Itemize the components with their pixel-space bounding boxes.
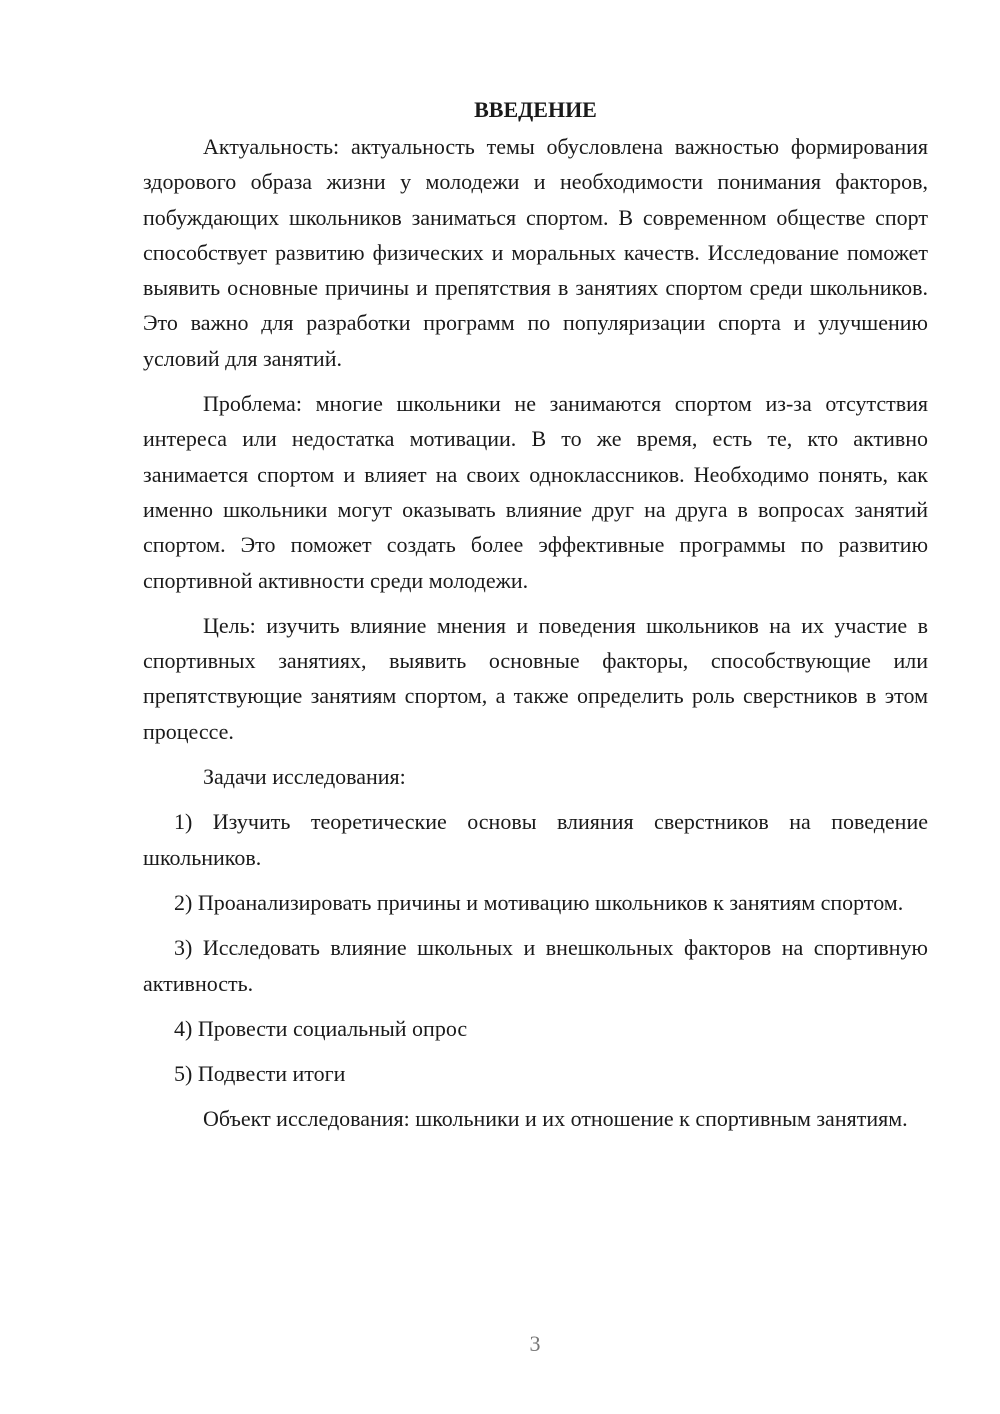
problem-paragraph: Проблема: многие школьники не занимаются спортом из-за отсутствия интереса или недостатка мотивации. В то же время, есть те, кто активно занимается спортом и влияет на своих одноклассников. Необходимо понять, как именно школьники могут оказывать влияние друг на друга в вопросах занятий спортом. Это поможет создать более эффективные программы по развитию спортивной активности среди молодежи. bbox=[143, 391, 928, 593]
object-paragraph: Объект исследования: школьники и их отношение к спортивным занятиям. bbox=[203, 1106, 908, 1132]
page-number: 3 bbox=[529, 1331, 541, 1356]
relevance-paragraph: Актуальность: актуальность темы обусловлена важностью формирования здорового образа жизни у молодежи и необходимости понимания факторов, побуждающих школьников заниматься спортом. В современном обществе спорт способствует развитию физических и моральных качеств. Исследование поможет выявить основные причины и препятствия в занятиях спортом среди школьников. Это важно для разработки программ по популяризации спорта и улучшению условий для занятий. bbox=[143, 134, 928, 371]
document-page bbox=[143, 92, 928, 1147]
goal-paragraph: Цель: изучить влияние мнения и поведения школьников на их участие в спортивных занятиях, выявить основные факторы, способствующие или препятствующие занятиям спортом, а также определить роль сверстников в этом процессе. bbox=[143, 612, 928, 744]
page-title: ВВЕДЕНИЕ bbox=[474, 97, 597, 122]
task-item-1: 1) Изучить теоретические основы влияния сверстников на поведение школьников. bbox=[143, 809, 928, 870]
task-item-5: 5) Подвести итоги bbox=[174, 1061, 346, 1087]
task-item-4: 4) Провести социальный опрос bbox=[174, 1015, 468, 1041]
tasks-heading: Задачи исследования: bbox=[203, 764, 406, 790]
task-item-3: 3) Исследовать влияние школьных и внешкольных факторов на спортивную активность. bbox=[143, 935, 928, 996]
task-item-2: 2) Проанализировать причины и мотивацию школьников к занятиям спортом. bbox=[174, 889, 904, 915]
